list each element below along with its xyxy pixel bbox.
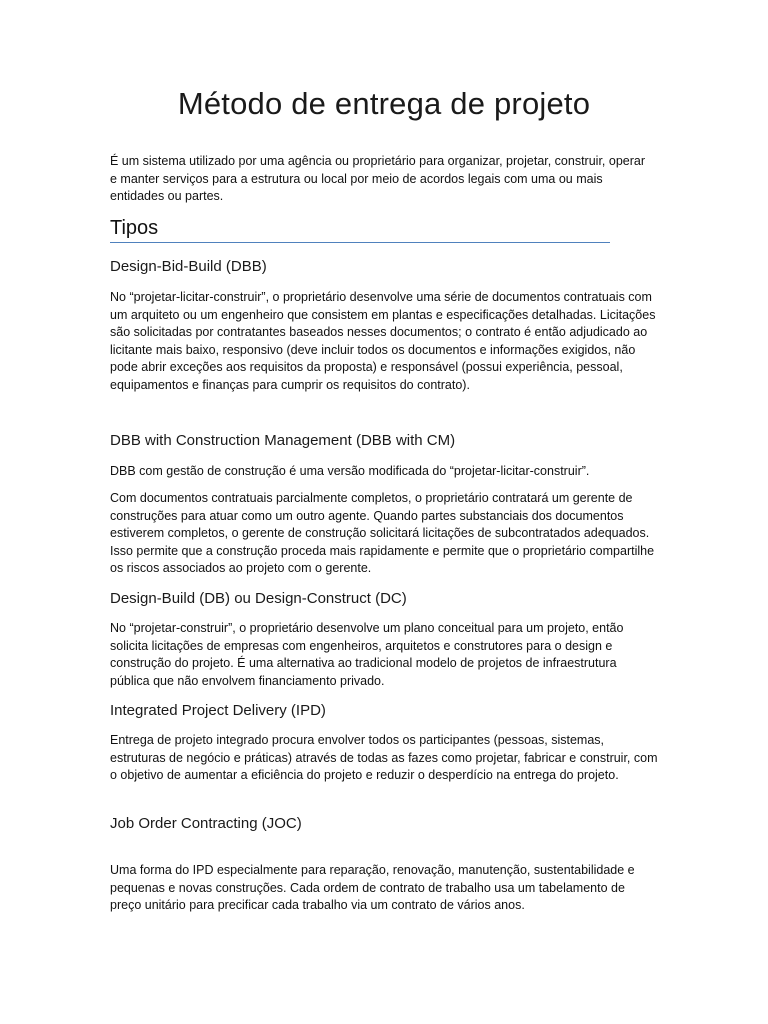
subsection-heading-db-dc: Design-Build (DB) ou Design-Construct (DC): [110, 590, 407, 607]
paragraph-dbb: No “projetar-licitar-construir”, o proprietário desenvolve uma série de documentos contratuais com um arquiteto ou um engenheiro que consistem em plantas e especificações detalhadas. Licitações são solicitadas por contratantes baseados nesses documentos; o contrato é então adjudicado ao licitante mais baixo, responsivo (deve incluir todos os documentos e informações exigidos, não pode abrir exceções aos requisitos da proposta) e responsável (possui experiência, pessoal, equipamentos e finanças para cumprir os requisitos do contrato).: [110, 290, 656, 392]
paragraph-ipd: Entrega de projeto integrado procura envolver todos os participantes (pessoas, sistemas, estruturas de negócio e práticas) através de todas as fazes como projetar, fabricar e construir, com o objetivo de aumentar a eficiência do projeto e reduzir o desperdício na entrega do projeto.: [110, 733, 658, 782]
subsection-heading-dbb: Design-Bid-Build (DBB): [110, 258, 267, 275]
subsection-heading-joc: Job Order Contracting (JOC): [110, 815, 302, 832]
paragraph-db-dc: No “projetar-construir”, o proprietário desenvolve um plano conceitual para um projeto, então solicita licitações de empresas com engenheiros, arquitetos e construtores para o design e construção do projeto. É uma alternativa ao tradicional modelo de projetos de infraestrutura pública que não envolvem financiamento privado.: [110, 621, 624, 688]
subsection-heading-dbb-cm: DBB with Construction Management (DBB with CM): [110, 432, 456, 449]
paragraph-dbb-cm-2: Com documentos contratuais parcialmente completos, o proprietário contratará um gerente de construções para atuar como um outro agente. Quando partes substanciais dos documentos estiverem completos, o gerente de construção solicitará licitações de subcontratados adequados. Isso permite que a construção proceda mais rapidamente e permite que o proprietário compartilhe os riscos associados ao projeto com o gerente.: [110, 491, 655, 575]
subsection-heading-ipd: Integrated Project Delivery (IPD): [110, 702, 326, 719]
section-heading-tipos: Tipos: [110, 217, 610, 243]
paragraph-dbb-cm-1: DBB com gestão de construção é uma versão modificada do “projetar-licitar-construir”.: [110, 464, 590, 478]
intro-paragraph: É um sistema utilizado por uma agência ou proprietário para organizar, projetar, construir, operar e manter serviços para a estrutura ou local por meio de acordos legais com uma ou mais entidades ou partes.: [110, 154, 646, 203]
document-title: Método de entrega de projeto: [177, 86, 591, 121]
document-page: [110, 0, 658, 1024]
paragraph-joc: Uma forma do IPD especialmente para reparação, renovação, manutenção, sustentabilidade e pequenas e novas construções. Cada ordem de contrato de trabalho usa um tabelamento de preço unitário para precificar cada trabalho via um contrato de vários anos.: [110, 863, 635, 912]
